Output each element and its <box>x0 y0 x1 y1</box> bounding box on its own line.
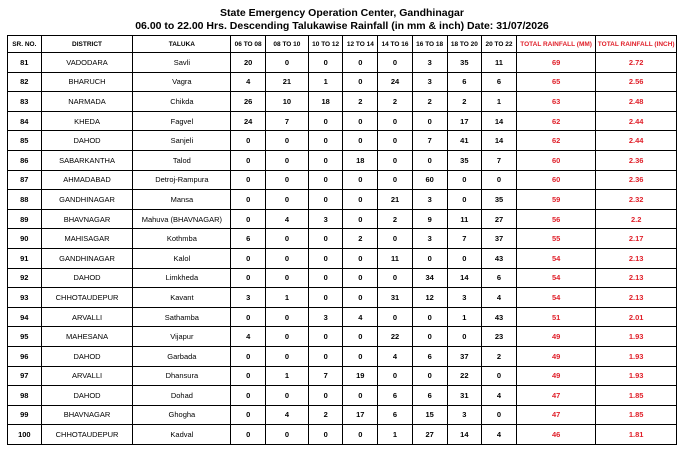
table-cell: ARVALLI <box>41 307 133 327</box>
table-cell: VADODARA <box>41 53 133 73</box>
table-cell: 2 <box>412 92 447 112</box>
table-cell: 0 <box>412 248 447 268</box>
table-row <box>8 53 677 73</box>
table-cell: 94 <box>8 307 42 327</box>
table-row <box>8 268 677 288</box>
table-cell: 7 <box>308 366 343 386</box>
table-cell: 0 <box>308 268 343 288</box>
table-cell: 18 <box>308 92 343 112</box>
table-cell: 4 <box>378 346 413 366</box>
table-cell: 60 <box>412 170 447 190</box>
table-cell: 0 <box>308 386 343 406</box>
table-cell: 6 <box>482 72 517 92</box>
table-cell: 0 <box>378 229 413 249</box>
table-cell: 3 <box>308 209 343 229</box>
table-cell: GANDHINAGAR <box>41 190 133 210</box>
table-cell: KHEDA <box>41 111 133 131</box>
table-cell: 9 <box>412 209 447 229</box>
table-cell: 0 <box>343 386 378 406</box>
table-cell: 90 <box>8 229 42 249</box>
column-header: 12 TO 14 <box>343 36 378 53</box>
table-cell: 96 <box>8 346 42 366</box>
table-cell: 54 <box>516 248 596 268</box>
table-cell: 2.36 <box>596 170 677 190</box>
table-cell: 4 <box>343 307 378 327</box>
table-cell: 22 <box>378 327 413 347</box>
table-cell: 0 <box>265 170 308 190</box>
table-cell: 22 <box>447 366 482 386</box>
table-cell: Detroj-Rampura <box>133 170 231 190</box>
table-cell: 0 <box>308 131 343 151</box>
table-cell: 47 <box>516 386 596 406</box>
column-header: 10 TO 12 <box>308 36 343 53</box>
table-cell: 0 <box>265 53 308 73</box>
table-cell: 0 <box>447 327 482 347</box>
table-cell: MAHISAGAR <box>41 229 133 249</box>
table-cell: 6 <box>378 405 413 425</box>
table-cell: 1.93 <box>596 327 677 347</box>
table-row <box>8 386 677 406</box>
table-cell: 4 <box>265 405 308 425</box>
table-cell: 3 <box>231 288 266 308</box>
table-row <box>8 72 677 92</box>
table-cell: 7 <box>447 229 482 249</box>
report-title-line1: State Emergency Operation Center, Gandhinagar <box>220 7 464 19</box>
table-cell: Limkheda <box>133 268 231 288</box>
table-cell: 2.72 <box>596 53 677 73</box>
table-cell: DAHOD <box>41 268 133 288</box>
column-header: 18 TO 20 <box>447 36 482 53</box>
table-cell: 88 <box>8 190 42 210</box>
table-cell: 1.85 <box>596 386 677 406</box>
table-cell: 23 <box>482 327 517 347</box>
table-cell: 6 <box>482 268 517 288</box>
table-cell: 0 <box>447 170 482 190</box>
table-cell: 35 <box>482 190 517 210</box>
table-cell: AHMADABAD <box>41 170 133 190</box>
table-cell: 0 <box>308 425 343 445</box>
table-cell: 3 <box>447 288 482 308</box>
table-cell: 0 <box>265 190 308 210</box>
table-cell: 0 <box>231 307 266 327</box>
table-cell: 4 <box>231 72 266 92</box>
table-cell: 0 <box>308 288 343 308</box>
table-cell: 54 <box>516 268 596 288</box>
table-cell: 55 <box>516 229 596 249</box>
table-cell: 0 <box>265 327 308 347</box>
table-cell: 24 <box>231 111 266 131</box>
table-cell: 91 <box>8 248 42 268</box>
table-cell: 2 <box>482 346 517 366</box>
table-cell: 0 <box>265 425 308 445</box>
table-cell: Chikda <box>133 92 231 112</box>
table-row <box>8 366 677 386</box>
table-cell: 0 <box>447 190 482 210</box>
table-cell: 14 <box>447 268 482 288</box>
table-cell: 60 <box>516 170 596 190</box>
table-cell: GANDHINAGAR <box>41 248 133 268</box>
table-cell: 26 <box>231 92 266 112</box>
table-cell: 0 <box>265 248 308 268</box>
table-cell: NARMADA <box>41 92 133 112</box>
table-cell: 84 <box>8 111 42 131</box>
table-cell: 56 <box>516 209 596 229</box>
table-cell: 0 <box>378 150 413 170</box>
rainfall-table <box>7 35 677 445</box>
table-cell: 0 <box>343 72 378 92</box>
table-cell: 2.13 <box>596 248 677 268</box>
table-cell: 0 <box>308 190 343 210</box>
table-cell: 0 <box>447 248 482 268</box>
table-cell: 0 <box>265 307 308 327</box>
table-cell: 18 <box>343 150 378 170</box>
table-row <box>8 170 677 190</box>
table-cell: 0 <box>343 327 378 347</box>
table-cell: 43 <box>482 248 517 268</box>
table-cell: 31 <box>447 386 482 406</box>
table-body <box>8 53 677 445</box>
table-cell: 3 <box>412 72 447 92</box>
table-cell: 2.56 <box>596 72 677 92</box>
table-cell: Kavant <box>133 288 231 308</box>
table-cell: 2 <box>447 92 482 112</box>
table-cell: 81 <box>8 53 42 73</box>
table-cell: 11 <box>378 248 413 268</box>
table-cell: 0 <box>265 386 308 406</box>
table-cell: 1 <box>447 307 482 327</box>
table-cell: 0 <box>343 248 378 268</box>
table-cell: Kothmba <box>133 229 231 249</box>
column-header: TOTAL RAINFALL (MM) <box>516 36 596 53</box>
table-cell: 89 <box>8 209 42 229</box>
table-cell: Fagvel <box>133 111 231 131</box>
table-cell: 2.2 <box>596 209 677 229</box>
table-cell: 2.13 <box>596 288 677 308</box>
table-cell: 17 <box>343 405 378 425</box>
table-cell: 100 <box>8 425 42 445</box>
table-row <box>8 209 677 229</box>
table-row <box>8 327 677 347</box>
table-cell: 0 <box>412 111 447 131</box>
table-cell: 0 <box>231 131 266 151</box>
table-cell: 6 <box>412 386 447 406</box>
table-cell: 0 <box>343 53 378 73</box>
table-cell: 51 <box>516 307 596 327</box>
table-cell: 2.13 <box>596 268 677 288</box>
table-cell: 15 <box>412 405 447 425</box>
table-cell: 49 <box>516 366 596 386</box>
table-cell: 0 <box>231 425 266 445</box>
table-cell: 27 <box>482 209 517 229</box>
table-cell: Mansa <box>133 190 231 210</box>
table-cell: 37 <box>482 229 517 249</box>
table-cell: 0 <box>378 53 413 73</box>
table-cell: 0 <box>308 111 343 131</box>
table-row <box>8 150 677 170</box>
table-cell: 1.93 <box>596 346 677 366</box>
table-cell: 2 <box>343 229 378 249</box>
table-cell: 0 <box>265 131 308 151</box>
table-cell: 4 <box>482 288 517 308</box>
table-cell: 0 <box>231 170 266 190</box>
table-cell: 0 <box>265 346 308 366</box>
table-cell: 0 <box>308 346 343 366</box>
table-cell: 2.36 <box>596 150 677 170</box>
table-cell: 41 <box>447 131 482 151</box>
table-cell: 7 <box>482 150 517 170</box>
table-cell: 7 <box>265 111 308 131</box>
table-cell: 62 <box>516 111 596 131</box>
table-cell: 93 <box>8 288 42 308</box>
table-cell: 3 <box>308 307 343 327</box>
table-cell: 62 <box>516 131 596 151</box>
table-cell: Mahuva (BHAVNAGAR) <box>133 209 231 229</box>
table-cell: Savli <box>133 53 231 73</box>
table-cell: 37 <box>447 346 482 366</box>
table-cell: 0 <box>265 268 308 288</box>
table-cell: 0 <box>343 288 378 308</box>
table-cell: DAHOD <box>41 346 133 366</box>
table-cell: 0 <box>343 190 378 210</box>
table-cell: CHHOTAUDEPUR <box>41 425 133 445</box>
table-cell: 63 <box>516 92 596 112</box>
table-cell: 31 <box>378 288 413 308</box>
table-cell: 0 <box>308 229 343 249</box>
table-cell: MAHESANA <box>41 327 133 347</box>
column-header: DISTRICT <box>41 36 133 53</box>
table-row <box>8 190 677 210</box>
table-cell: 0 <box>378 366 413 386</box>
table-cell: 0 <box>343 425 378 445</box>
table-cell: 10 <box>265 92 308 112</box>
table-cell: 43 <box>482 307 517 327</box>
table-cell: 14 <box>447 425 482 445</box>
table-cell: 14 <box>482 131 517 151</box>
table-cell: 34 <box>412 268 447 288</box>
table-cell: 3 <box>412 190 447 210</box>
table-cell: 6 <box>231 229 266 249</box>
table-cell: 2.32 <box>596 190 677 210</box>
table-cell: 2 <box>378 209 413 229</box>
table-cell: 0 <box>308 248 343 268</box>
table-row <box>8 405 677 425</box>
table-header-row <box>8 36 677 53</box>
table-cell: Dohad <box>133 386 231 406</box>
table-cell: Sathamba <box>133 307 231 327</box>
table-cell: 0 <box>378 170 413 190</box>
table-cell: 0 <box>231 405 266 425</box>
table-cell: 0 <box>231 209 266 229</box>
table-cell: 20 <box>231 53 266 73</box>
table-cell: 98 <box>8 386 42 406</box>
table-cell: 0 <box>343 346 378 366</box>
table-cell: 1 <box>378 425 413 445</box>
table-cell: 92 <box>8 268 42 288</box>
table-cell: Dhansura <box>133 366 231 386</box>
table-cell: Garbada <box>133 346 231 366</box>
table-cell: 46 <box>516 425 596 445</box>
table-cell: 1 <box>308 72 343 92</box>
table-cell: 0 <box>231 190 266 210</box>
table-cell: 49 <box>516 327 596 347</box>
table-cell: 35 <box>447 53 482 73</box>
table-cell: 1 <box>482 92 517 112</box>
table-cell: 4 <box>265 209 308 229</box>
table-cell: DAHOD <box>41 386 133 406</box>
table-cell: 0 <box>265 150 308 170</box>
table-cell: 4 <box>482 425 517 445</box>
table-cell: 0 <box>343 131 378 151</box>
table-cell: 0 <box>378 111 413 131</box>
table-cell: 0 <box>482 366 517 386</box>
table-cell: Vagra <box>133 72 231 92</box>
table-cell: 24 <box>378 72 413 92</box>
table-cell: 6 <box>447 72 482 92</box>
column-header: TOTAL RAINFALL (INCH) <box>596 36 677 53</box>
table-row <box>8 131 677 151</box>
table-cell: 21 <box>265 72 308 92</box>
table-row <box>8 111 677 131</box>
table-cell: 4 <box>482 386 517 406</box>
table-cell: 0 <box>265 229 308 249</box>
table-cell: 4 <box>231 327 266 347</box>
table-cell: 0 <box>412 366 447 386</box>
table-cell: 69 <box>516 53 596 73</box>
table-cell: 1 <box>265 288 308 308</box>
table-cell: 97 <box>8 366 42 386</box>
table-cell: 2.44 <box>596 111 677 131</box>
column-header: 16 TO 18 <box>412 36 447 53</box>
table-cell: 0 <box>412 307 447 327</box>
table-cell: 0 <box>231 248 266 268</box>
table-cell: 14 <box>482 111 517 131</box>
table-cell: 3 <box>412 229 447 249</box>
column-header: TALUKA <box>133 36 231 53</box>
table-cell: 0 <box>308 170 343 190</box>
table-cell: 0 <box>378 307 413 327</box>
table-cell: 0 <box>482 170 517 190</box>
column-header: SR. NO. <box>8 36 42 53</box>
table-cell: 35 <box>447 150 482 170</box>
table-cell: 0 <box>231 268 266 288</box>
table-cell: ARVALLI <box>41 366 133 386</box>
table-cell: 49 <box>516 346 596 366</box>
report-title-line2: 06.00 to 22.00 Hrs. Descending Talukawise Rainfall (in mm & inch) Date: 31/07/2026 <box>135 20 549 32</box>
table-cell: 1.81 <box>596 425 677 445</box>
table-cell: 0 <box>343 209 378 229</box>
table-cell: 12 <box>412 288 447 308</box>
table-cell: 0 <box>412 327 447 347</box>
table-cell: 3 <box>412 53 447 73</box>
table-cell: 6 <box>378 386 413 406</box>
table-cell: 0 <box>308 327 343 347</box>
table-cell: 2.01 <box>596 307 677 327</box>
table-cell: 27 <box>412 425 447 445</box>
table-cell: 0 <box>231 366 266 386</box>
table-cell: 54 <box>516 288 596 308</box>
table-cell: 17 <box>447 111 482 131</box>
column-header: 08 TO 10 <box>265 36 308 53</box>
table-row <box>8 307 677 327</box>
table-cell: DAHOD <box>41 131 133 151</box>
table-cell: Kadval <box>133 425 231 445</box>
table-cell: 19 <box>343 366 378 386</box>
table-cell: Vijapur <box>133 327 231 347</box>
table-cell: 1.85 <box>596 405 677 425</box>
table-cell: 47 <box>516 405 596 425</box>
table-cell: 0 <box>231 386 266 406</box>
table-cell: 0 <box>308 150 343 170</box>
table-cell: 0 <box>343 111 378 131</box>
table-cell: Kalol <box>133 248 231 268</box>
table-cell: BHARUCH <box>41 72 133 92</box>
table-row <box>8 248 677 268</box>
table-cell: 95 <box>8 327 42 347</box>
table-cell: 2 <box>378 92 413 112</box>
table-row <box>8 92 677 112</box>
table-cell: 65 <box>516 72 596 92</box>
table-cell: 59 <box>516 190 596 210</box>
column-header: 14 TO 16 <box>378 36 413 53</box>
table-cell: Ghogha <box>133 405 231 425</box>
table-cell: 3 <box>447 405 482 425</box>
table-cell: 2.48 <box>596 92 677 112</box>
table-cell: 11 <box>447 209 482 229</box>
table-row <box>8 425 677 445</box>
table-cell: 6 <box>412 346 447 366</box>
table-cell: 1 <box>265 366 308 386</box>
column-header: 06 TO 08 <box>231 36 266 53</box>
table-cell: 2 <box>343 92 378 112</box>
table-cell: 11 <box>482 53 517 73</box>
table-cell: 85 <box>8 131 42 151</box>
table-cell: 2.17 <box>596 229 677 249</box>
table-cell: 21 <box>378 190 413 210</box>
table-cell: 0 <box>378 131 413 151</box>
table-cell: Sanjeli <box>133 131 231 151</box>
table-cell: 7 <box>412 131 447 151</box>
table-cell: 1.93 <box>596 366 677 386</box>
table-cell: 0 <box>231 150 266 170</box>
table-cell: 87 <box>8 170 42 190</box>
table-cell: 86 <box>8 150 42 170</box>
table-cell: CHHOTAUDEPUR <box>41 288 133 308</box>
table-cell: 2 <box>308 405 343 425</box>
table-cell: 2.44 <box>596 131 677 151</box>
table-cell: Talod <box>133 150 231 170</box>
table-cell: 0 <box>343 170 378 190</box>
table-cell: SABARKANTHA <box>41 150 133 170</box>
table-cell: 0 <box>231 346 266 366</box>
table-cell: 0 <box>343 268 378 288</box>
table-row <box>8 288 677 308</box>
table-cell: 0 <box>482 405 517 425</box>
table-cell: 99 <box>8 405 42 425</box>
table-cell: 60 <box>516 150 596 170</box>
table-row <box>8 229 677 249</box>
table-cell: 83 <box>8 92 42 112</box>
table-cell: 82 <box>8 72 42 92</box>
report <box>7 7 677 445</box>
table-row <box>8 346 677 366</box>
table-cell: 0 <box>378 268 413 288</box>
column-header: 20 TO 22 <box>482 36 517 53</box>
table-cell: 0 <box>308 53 343 73</box>
table-cell: 0 <box>412 150 447 170</box>
table-cell: BHAVNAGAR <box>41 209 133 229</box>
table-cell: BHAVNAGAR <box>41 405 133 425</box>
